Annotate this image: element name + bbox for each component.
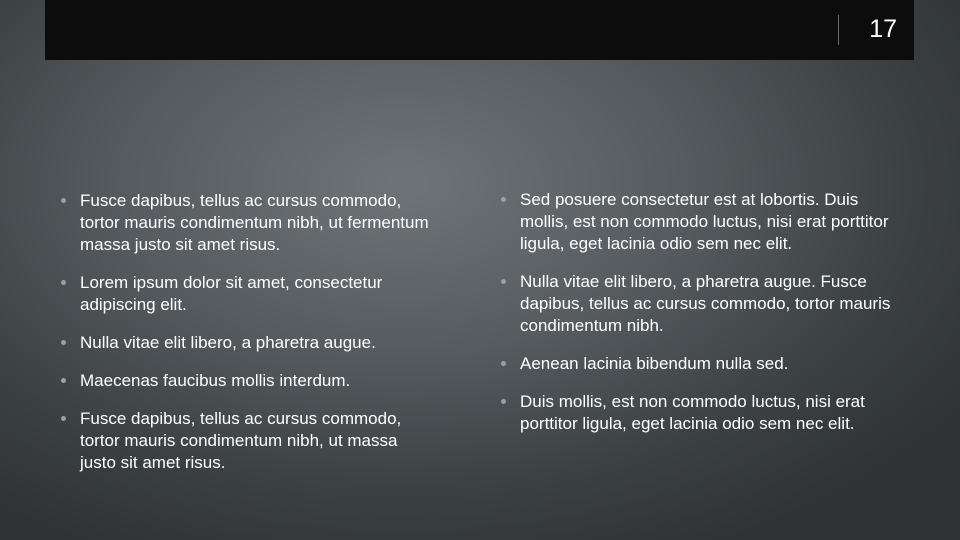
list-item-text: Sed posuere consectetur est at lobortis. Duis mollis, est non commodo luctus, nisi erat porttitor ligula, eget lacinia odio sem nec elit. <box>520 190 889 253</box>
list-item <box>500 271 900 337</box>
bullet-icon <box>501 279 506 284</box>
list-item <box>60 272 435 316</box>
list-item-text: Lorem ipsum dolor sit amet, consectetur adipiscing elit. <box>80 273 383 314</box>
bullet-icon <box>61 340 66 345</box>
list-item <box>60 332 435 354</box>
list-item-text: Aenean lacinia bibendum nulla sed. <box>520 354 789 373</box>
right-bullet-list <box>500 189 900 451</box>
bullet-icon <box>61 416 66 421</box>
header-bar <box>45 0 914 60</box>
list-item <box>500 391 900 435</box>
bullet-icon <box>61 378 66 383</box>
header-divider <box>838 15 839 45</box>
bullet-icon <box>501 399 506 404</box>
left-bullet-list <box>60 190 435 490</box>
list-item-text: Nulla vitae elit libero, a pharetra augue. Fusce dapibus, tellus ac cursus commodo, tortor mauris condimentum nibh. <box>520 272 891 335</box>
list-item-text: Duis mollis, est non commodo luctus, nisi erat porttitor ligula, eget lacinia odio sem nec elit. <box>520 392 865 433</box>
list-item <box>500 189 900 255</box>
bullet-icon <box>501 361 506 366</box>
list-item-text: Nulla vitae elit libero, a pharetra augue. <box>80 333 376 352</box>
list-item-text: Maecenas faucibus mollis interdum. <box>80 371 351 390</box>
bullet-icon <box>501 197 506 202</box>
bullet-icon <box>61 280 66 285</box>
slide-number: 17 <box>869 15 897 43</box>
list-item <box>60 190 435 256</box>
list-item-text: Fusce dapibus, tellus ac cursus commodo, tortor mauris condimentum nibh, ut massa justo sit amet risus. <box>80 409 402 472</box>
list-item <box>500 353 900 375</box>
list-item <box>60 370 435 392</box>
list-item <box>60 408 435 474</box>
list-item-text: Fusce dapibus, tellus ac cursus commodo, tortor mauris condimentum nibh, ut fermentum massa justo sit amet risus. <box>80 191 429 254</box>
bullet-icon <box>61 198 66 203</box>
